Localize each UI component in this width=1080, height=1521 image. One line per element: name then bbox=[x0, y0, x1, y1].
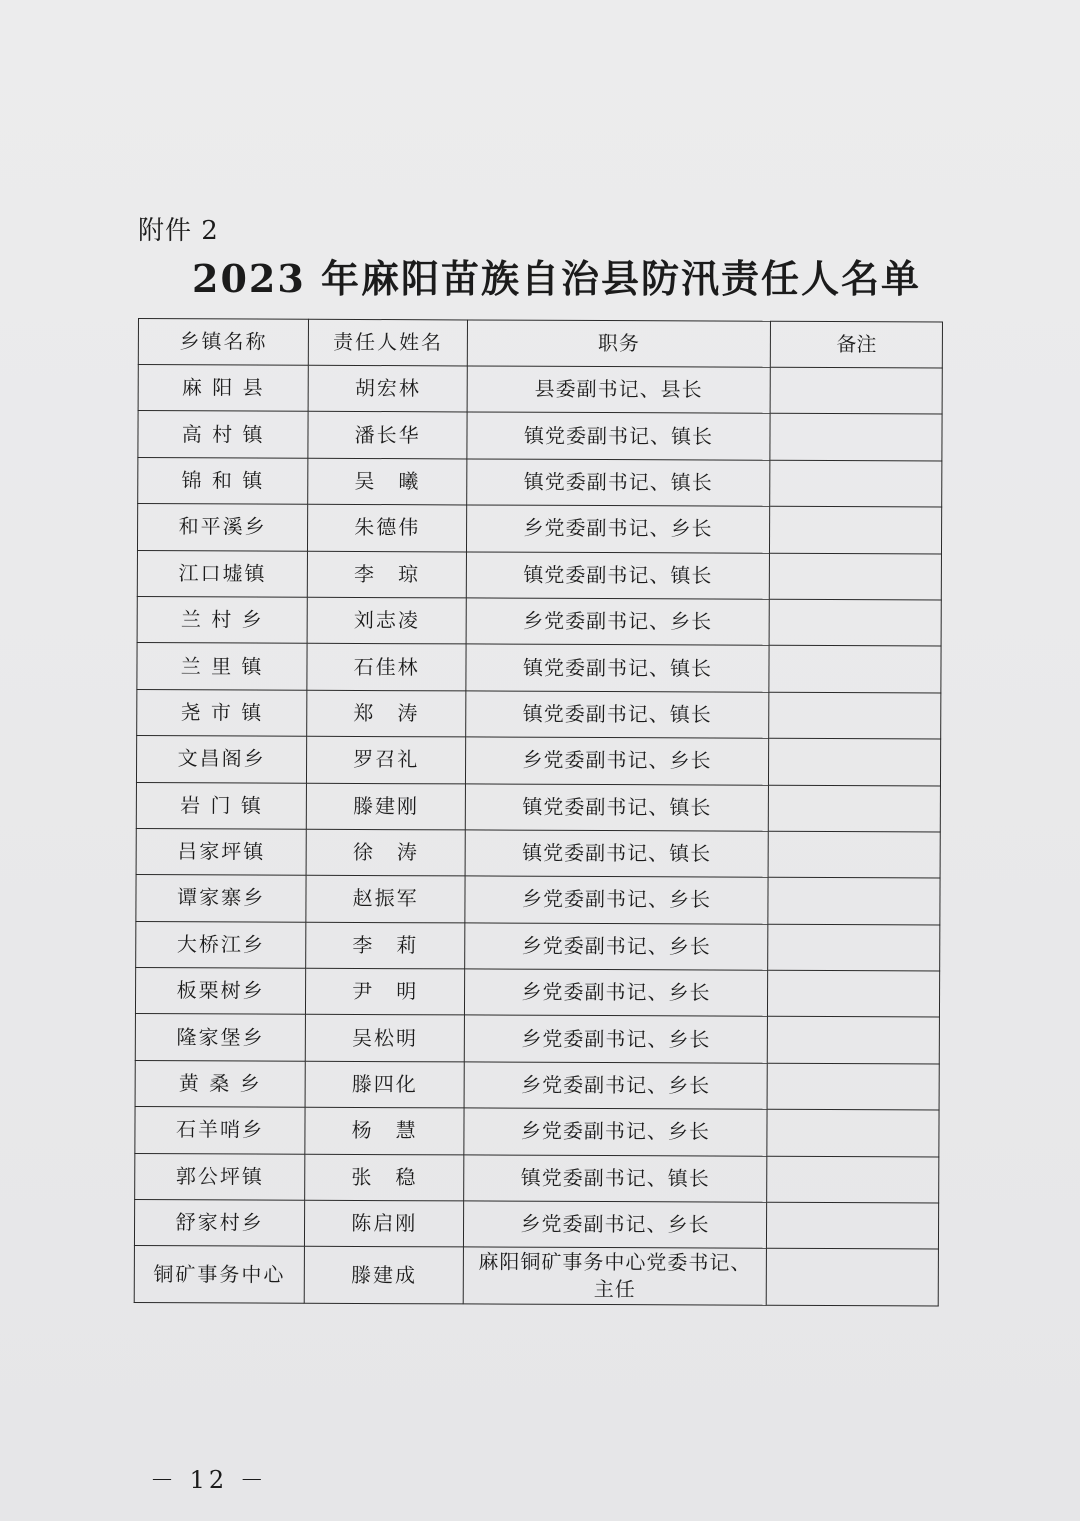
cell-township: 舒家村乡 bbox=[134, 1200, 304, 1247]
cell-position: 镇党委副书记、镇长 bbox=[467, 412, 770, 460]
table-row bbox=[136, 921, 940, 971]
table-row bbox=[136, 782, 940, 832]
cell-position: 县委副书记、县长 bbox=[467, 366, 770, 414]
cell-person: 赵振军 bbox=[306, 876, 465, 923]
cell-township: 隆家堡乡 bbox=[135, 1014, 305, 1061]
cell-position: 乡党委副书记、乡长 bbox=[466, 737, 769, 785]
cell-remark bbox=[770, 460, 942, 507]
cell-remark bbox=[770, 414, 942, 461]
cell-person: 郑 涛 bbox=[307, 690, 466, 737]
cell-person: 李 琼 bbox=[308, 551, 467, 598]
header-person: 责任人姓名 bbox=[309, 319, 468, 366]
table-row bbox=[135, 1153, 939, 1203]
cell-remark bbox=[768, 924, 940, 971]
table-row bbox=[134, 1246, 938, 1306]
cell-remark bbox=[767, 1110, 939, 1157]
cell-position: 乡党委副书记、乡长 bbox=[467, 505, 770, 553]
table-row bbox=[135, 1107, 939, 1157]
header-township: 乡镇名称 bbox=[138, 319, 308, 366]
cell-township: 吕家坪镇 bbox=[136, 828, 306, 875]
cell-person: 胡宏林 bbox=[308, 365, 467, 412]
cell-person: 石佳林 bbox=[307, 644, 466, 691]
cell-township: 石羊哨乡 bbox=[135, 1107, 305, 1154]
cell-position: 镇党委副书记、镇长 bbox=[467, 459, 770, 507]
cell-township: 文昌阁乡 bbox=[136, 736, 306, 783]
cell-position: 乡党委副书记、乡长 bbox=[466, 598, 769, 646]
cell-township: 尧 市 镇 bbox=[137, 689, 307, 736]
cell-position: 镇党委副书记、镇长 bbox=[465, 783, 768, 831]
cell-person: 李 莉 bbox=[306, 922, 465, 969]
cell-person: 尹 明 bbox=[306, 968, 465, 1015]
cell-remark bbox=[769, 553, 941, 600]
cell-remark bbox=[768, 878, 940, 925]
table-row bbox=[135, 1014, 939, 1064]
cell-remark bbox=[766, 1249, 938, 1306]
cell-person: 徐 涛 bbox=[306, 829, 465, 876]
cell-person: 吴 曦 bbox=[308, 458, 467, 505]
cell-remark bbox=[770, 367, 942, 414]
cell-person: 张 稳 bbox=[305, 1154, 464, 1201]
cell-position: 乡党委副书记、乡长 bbox=[465, 969, 768, 1017]
table-row bbox=[136, 828, 940, 878]
cell-position: 镇党委副书记、镇长 bbox=[464, 1155, 767, 1203]
attachment-label: 附件 2 bbox=[138, 216, 219, 246]
cell-position: 乡党委副书记、乡长 bbox=[464, 1015, 767, 1063]
cell-position: 镇党委副书记、镇长 bbox=[466, 644, 769, 692]
table-row bbox=[137, 504, 941, 554]
cell-remark bbox=[768, 831, 940, 878]
cell-township: 高 村 镇 bbox=[138, 411, 308, 458]
cell-township: 岩 门 镇 bbox=[136, 782, 306, 829]
cell-person: 刘志凌 bbox=[307, 597, 466, 644]
cell-remark bbox=[767, 1156, 939, 1203]
table-row bbox=[137, 689, 941, 739]
table-row bbox=[134, 1200, 938, 1250]
cell-township: 江口墟镇 bbox=[137, 550, 307, 597]
cell-township: 锦 和 镇 bbox=[138, 457, 308, 504]
table-row bbox=[138, 457, 942, 507]
cell-remark bbox=[769, 599, 941, 646]
cell-position: 麻阳铜矿事务中心党委书记、主任 bbox=[463, 1247, 766, 1305]
cell-position: 镇党委副书记、镇长 bbox=[466, 691, 769, 739]
table-row bbox=[135, 1060, 939, 1110]
cell-remark bbox=[769, 692, 941, 739]
cell-position: 镇党委副书记、镇长 bbox=[465, 830, 768, 878]
cell-person: 杨 慧 bbox=[305, 1107, 464, 1154]
cell-township: 麻 阳 县 bbox=[138, 365, 308, 412]
cell-remark bbox=[768, 785, 940, 832]
cell-person: 罗召礼 bbox=[307, 736, 466, 783]
header-remark: 备注 bbox=[770, 321, 942, 368]
page-number: － 12 － bbox=[150, 1466, 268, 1494]
cell-person: 朱德伟 bbox=[308, 504, 467, 551]
cell-position: 乡党委副书记、乡长 bbox=[464, 1201, 767, 1249]
table-row bbox=[137, 596, 941, 646]
cell-person: 滕建成 bbox=[304, 1247, 463, 1304]
cell-person: 滕建刚 bbox=[307, 783, 466, 830]
table-row bbox=[138, 365, 942, 415]
cell-remark bbox=[768, 738, 940, 785]
cell-remark bbox=[767, 1063, 939, 1110]
cell-position: 乡党委副书记、乡长 bbox=[465, 876, 768, 924]
table-row bbox=[135, 968, 939, 1018]
cell-township: 兰 里 镇 bbox=[137, 643, 307, 690]
cell-person: 吴松明 bbox=[306, 1015, 465, 1062]
cell-township: 和平溪乡 bbox=[137, 504, 307, 551]
cell-position: 乡党委副书记、乡长 bbox=[464, 1108, 767, 1156]
document-title: 2023 年麻阳苗族自治县防汛责任人名单 bbox=[192, 256, 921, 301]
cell-remark bbox=[767, 1017, 939, 1064]
responsibility-table bbox=[134, 318, 943, 1307]
cell-position: 乡党委副书记、乡长 bbox=[465, 923, 768, 971]
cell-township: 兰 村 乡 bbox=[137, 596, 307, 643]
cell-township: 黄 桑 乡 bbox=[135, 1060, 305, 1107]
cell-position: 乡党委副书记、乡长 bbox=[464, 1062, 767, 1110]
cell-person: 陈启刚 bbox=[305, 1200, 464, 1247]
cell-remark bbox=[767, 970, 939, 1017]
cell-township: 郭公坪镇 bbox=[135, 1153, 305, 1200]
cell-township: 铜矿事务中心 bbox=[134, 1246, 304, 1303]
cell-person: 潘长华 bbox=[308, 412, 467, 459]
table-row bbox=[136, 736, 940, 786]
header-position: 职务 bbox=[467, 320, 770, 367]
table-row bbox=[137, 643, 941, 693]
cell-township: 板栗树乡 bbox=[135, 968, 305, 1015]
cell-person: 滕四化 bbox=[305, 1061, 464, 1108]
table-body bbox=[134, 365, 942, 1306]
table-header-row bbox=[138, 319, 942, 369]
cell-remark bbox=[769, 646, 941, 693]
cell-remark bbox=[766, 1202, 938, 1249]
table-row bbox=[137, 550, 941, 600]
table-row bbox=[136, 875, 940, 925]
cell-remark bbox=[769, 506, 941, 553]
cell-position: 镇党委副书记、镇长 bbox=[466, 551, 769, 599]
table-row bbox=[138, 411, 942, 461]
cell-township: 谭家寨乡 bbox=[136, 875, 306, 922]
cell-township: 大桥江乡 bbox=[136, 921, 306, 968]
